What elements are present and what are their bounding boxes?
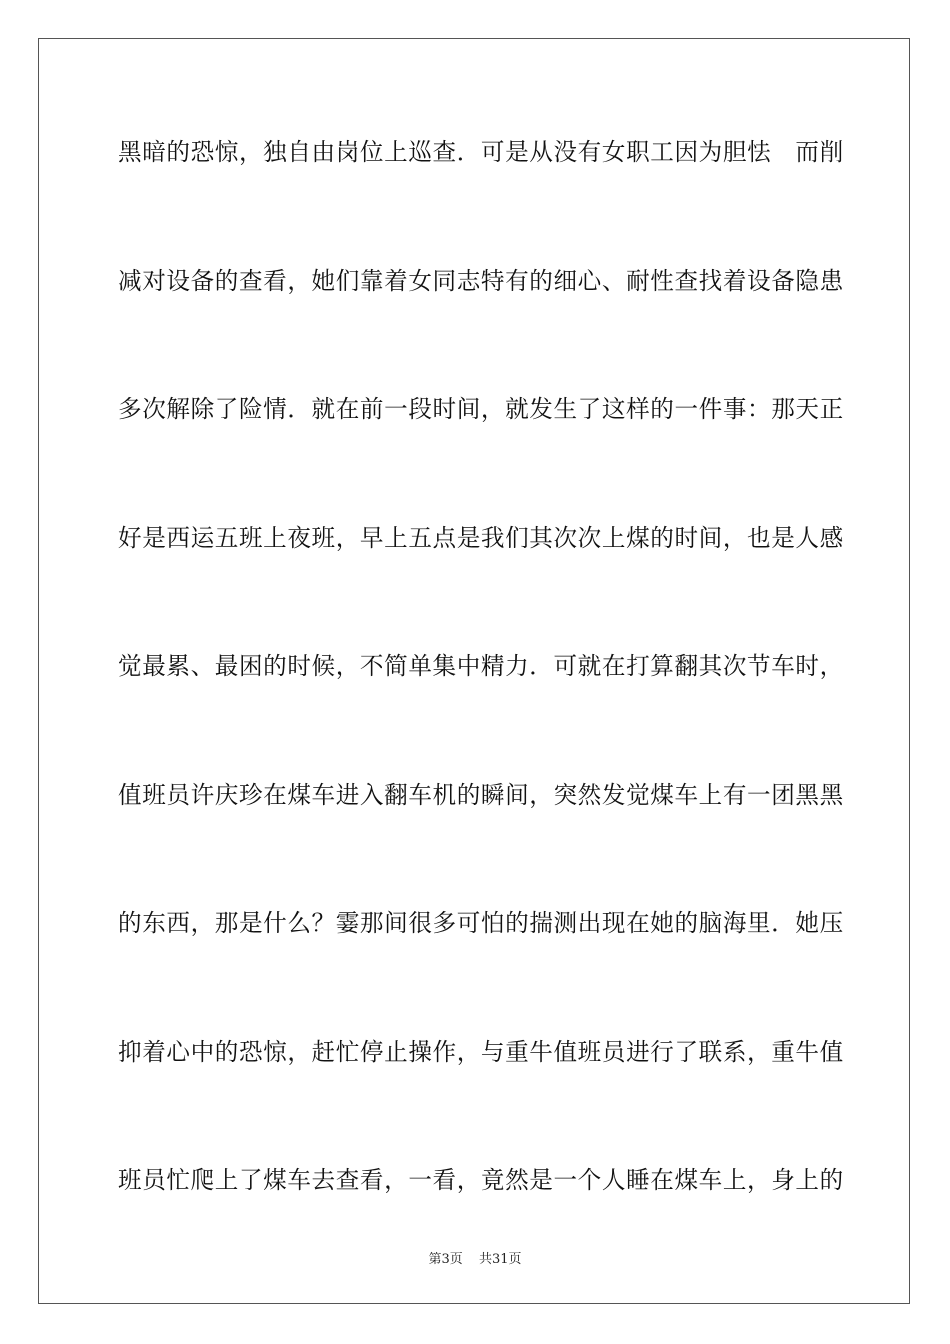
text-line-7: 的东西，那是什么？霎那间很多可怕的揣测出现在她的脑海里．她压: [118, 909, 844, 937]
text-line-4: 好是西运五班上夜班，早上五点是我们其次次上煤的时间，也是人感: [118, 523, 844, 552]
text-line-3: 多次解除了险情．就在前一段时间，就发生了这样的一件事：那天正: [118, 395, 844, 423]
text-line-5: 觉最累、最困的时候，不简单集中精力．可就在打算翻其次节车时，: [118, 652, 844, 680]
text-line-8: 抑着心中的恐惊，赶忙停止操作，与重牛值班员进行了联系，重牛值: [118, 1037, 844, 1066]
page-footer: [0, 1248, 950, 1267]
document-body: [118, 126, 844, 1283]
text-line-9: 班员忙爬上了煤车去查看，一看，竟然是一个人睡在煤车上，身上的: [118, 1166, 844, 1194]
text-line-6: 值班员许庆珍在煤车进入翻车机的瞬间，突然发觉煤车上有一团黑黑: [118, 780, 844, 809]
text-line-1: 黑暗的恐惊，独自由岗位上巡查．可是从没有女职工因为胆怯 而削: [118, 138, 844, 166]
page-total: 共31页: [478, 1252, 522, 1267]
page-number: 第3页: [428, 1252, 463, 1267]
text-line-2: 减对设备的查看，她们靠着女同志特有的细心、耐性查找着设备隐患: [118, 266, 844, 295]
